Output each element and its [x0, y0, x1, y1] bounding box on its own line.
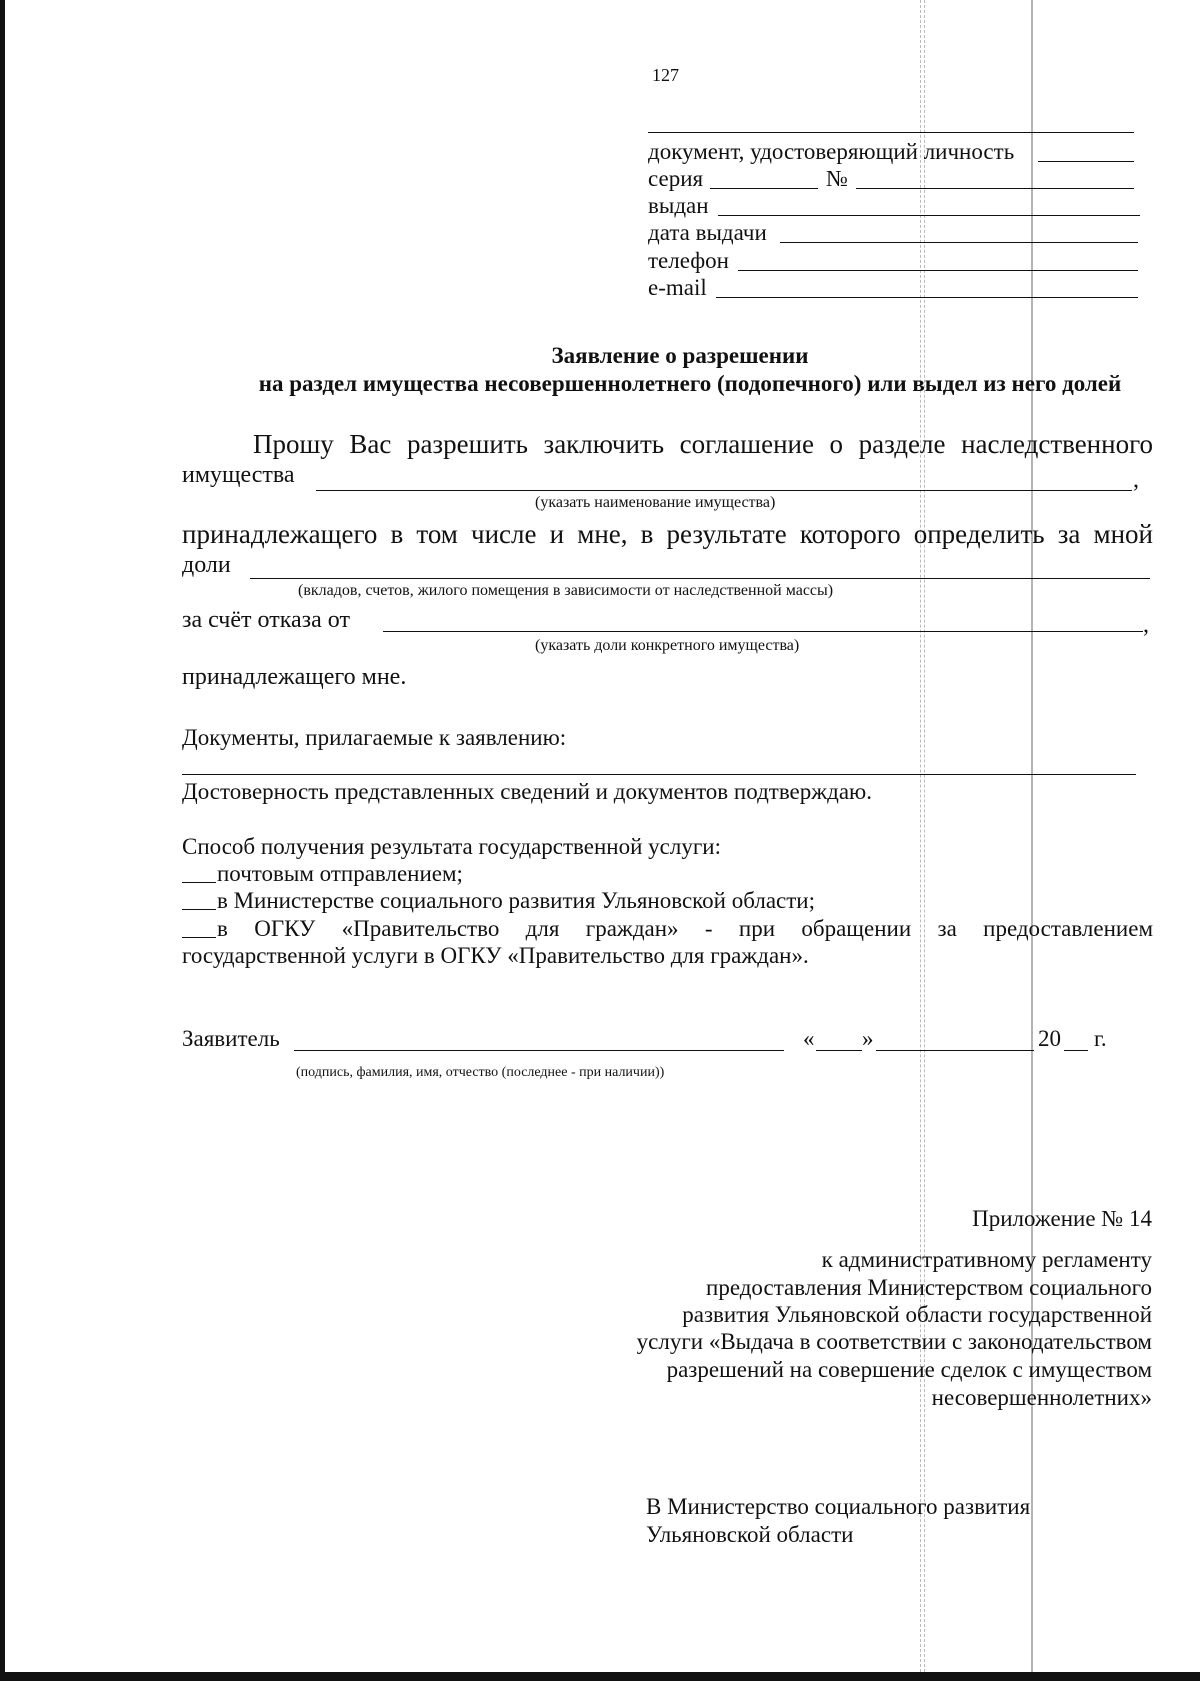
option-blank-3 [182, 937, 216, 938]
applicant-name-line [648, 132, 1134, 133]
scan-fold-line [1031, 0, 1033, 1672]
number-sign: № [826, 166, 848, 191]
receipt-option-ministry: в Министерстве социального развития Ульяновской области; [217, 888, 815, 913]
series-label: серия [648, 166, 704, 191]
id-document-line [1038, 161, 1134, 162]
belonging-line: принадлежащего в том числе и мне, в результате которого определить за мной [182, 519, 1153, 549]
appendix-line-4: услуги «Выдача в соответствии с законодательством [636, 1329, 1152, 1354]
receipt-option-ogku-cont: государственной услуги в ОГКУ «Правительство для граждан». [182, 943, 809, 968]
series-line [710, 188, 818, 189]
option-blank-2 [182, 909, 216, 910]
refusal-comma: , [1143, 612, 1149, 638]
email-line [716, 297, 1138, 298]
request-line1: Прошу Вас разрешить заключить соглашение о разделе наследственного [253, 429, 1153, 459]
date-month-line [876, 1050, 1034, 1051]
issued-by-line [718, 215, 1140, 216]
property-comma: , [1133, 467, 1139, 493]
signature-hint: (подпись, фамилия, имя, отчество (последнее - при наличии)) [296, 1065, 665, 1080]
date-close-quote: » [862, 1026, 874, 1051]
applicant-signature-label: Заявитель [182, 1026, 280, 1051]
date-year-line [1064, 1050, 1088, 1051]
issued-by-label: выдан [648, 193, 709, 218]
issue-date-label: дата выдачи [648, 220, 767, 245]
property-hint: (указать наименование имущества) [535, 494, 776, 511]
option-blank-1 [182, 882, 216, 883]
receipt-method-heading: Способ получения результата государственной услуги: [182, 834, 721, 859]
date-day-line [816, 1050, 862, 1051]
shares-label: доли [182, 552, 231, 578]
shares-line [250, 578, 1150, 579]
page-number: 127 [652, 65, 679, 85]
signature-line [294, 1050, 784, 1051]
confirmation-text: Достоверность представленных сведений и документов подтверждаю. [182, 779, 872, 804]
date-year-suffix: г. [1094, 1026, 1107, 1051]
scan-fold-dashed-line [920, 0, 921, 1672]
id-document-label: документ, удостоверяющий личность [648, 139, 1015, 164]
document-title-line1: Заявление о разрешении [551, 343, 809, 368]
date-open-quote: « [803, 1026, 815, 1051]
appendix-line-2: предоставления Министерством социального [706, 1275, 1152, 1300]
refusal-line [383, 631, 1143, 632]
shares-hint: (вкладов, счетов, жилого помещения в зависимости от наследственной массы) [298, 582, 834, 599]
phone-label: телефон [648, 248, 729, 273]
appendix-line-3: развития Ульяновской области государственной [682, 1302, 1152, 1327]
scan-fold-dashed-line-2 [924, 0, 925, 1672]
property-label: имущества [182, 462, 295, 488]
scan-bottom-border [0, 1672, 1200, 1681]
number-line [856, 188, 1134, 189]
addressee-line2: Ульяновской области [646, 1522, 854, 1547]
issue-date-line [780, 242, 1138, 243]
appendix-line-6: несовершеннолетних» [931, 1385, 1152, 1410]
appendix-title: Приложение № 14 [972, 1206, 1152, 1231]
property-line [316, 490, 1132, 491]
appendix-line-1: к административному регламенту [821, 1247, 1152, 1272]
documents-attached-line [182, 774, 1136, 775]
documents-attached-label: Документы, прилагаемые к заявлению: [182, 725, 567, 750]
phone-line [738, 270, 1138, 271]
appendix-line-5: разрешений на совершение сделок с имуществом [666, 1357, 1152, 1382]
refusal-label: за счёт отказа от [182, 607, 350, 633]
document-title-line2: на раздел имущества несовершеннолетнего (подопечного) или выдел из него долей [258, 371, 1122, 396]
receipt-option-ogku: в ОГКУ «Правительство для граждан» - при обращении за предоставлением [217, 916, 1153, 941]
email-label: e-mail [648, 275, 707, 300]
scan-left-border [0, 0, 5, 1681]
addressee-line1: В Министерство социального развития [646, 1494, 1031, 1519]
belonging-me: принадлежащего мне. [182, 664, 407, 690]
receipt-option-mail: почтовым отправлением; [217, 861, 463, 886]
refusal-hint: (указать доли конкретного имущества) [535, 637, 800, 654]
date-year-prefix: 20 [1038, 1026, 1061, 1051]
